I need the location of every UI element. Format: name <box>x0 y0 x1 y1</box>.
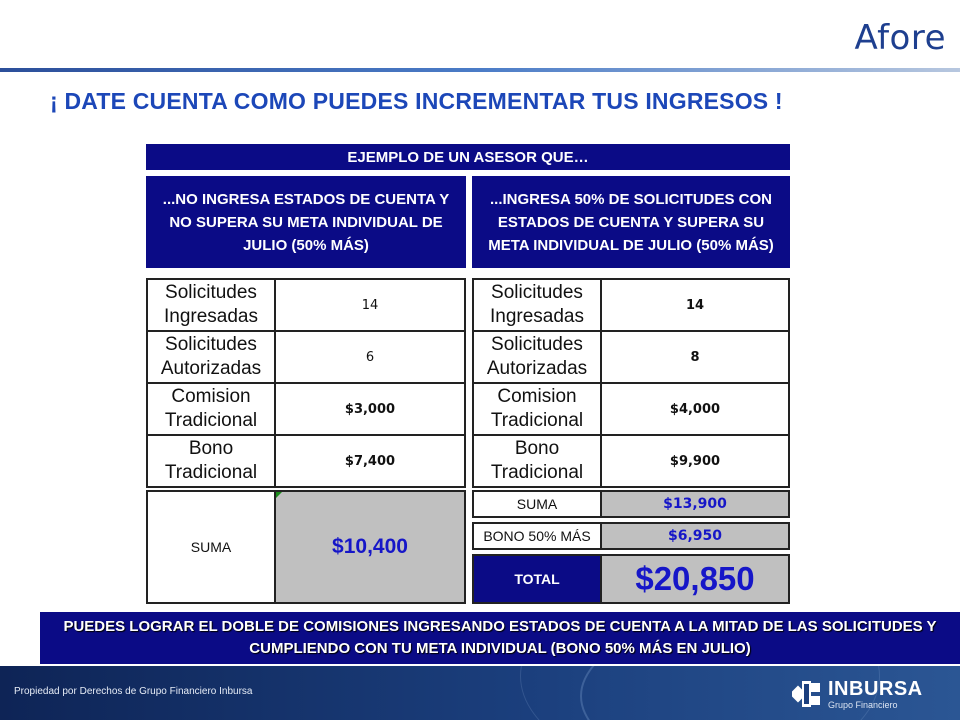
total-label: TOTAL <box>474 556 602 602</box>
label-line: Tradicional <box>164 462 258 483</box>
suma-amount <box>276 492 464 602</box>
row-value: 14 <box>601 279 789 331</box>
inbursa-logo-icon <box>792 679 822 709</box>
bottom-message-banner: PUEDES LOGRAR EL DOBLE DE COMISIONES INGRESANDO ESTADOS DE CUENTA A LA MITAD DE LAS SOLICITUDES Y CUMPLIENDO CON TU META INDIVIDUAL (BONO 50% MÁS EN JULIO) <box>40 612 960 664</box>
logo-subtitle: Grupo Financiero <box>828 699 898 710</box>
row-value: $9,900 <box>601 435 789 487</box>
table-row <box>147 435 465 487</box>
table-row <box>473 331 789 383</box>
footer-copyright: Propiedad por Derechos de Grupo Financiero Inbursa <box>14 686 253 697</box>
label-line: Tradicional <box>490 410 584 431</box>
row-value: $3,000 <box>275 383 465 435</box>
table-row <box>473 435 789 487</box>
label-line: Solicitudes <box>165 282 257 303</box>
suma-label: SUMA <box>148 492 276 602</box>
label-line: Tradicional <box>490 462 584 483</box>
label-line: Ingresadas <box>163 306 258 327</box>
label-line: Comision <box>171 386 251 407</box>
table-row <box>473 279 789 331</box>
total-amount: $20,850 <box>602 556 788 602</box>
table-row <box>147 279 465 331</box>
table-row <box>473 383 789 435</box>
table-row <box>147 383 465 435</box>
label-line: Autorizadas <box>486 358 588 379</box>
left-scenario-heading: ...NO INGRESA ESTADOS DE CUENTA Y NO SUPERA SU META INDIVIDUAL DE JULIO (50% MÁS) <box>146 176 466 268</box>
label-line: Bono <box>188 438 234 459</box>
left-suma-box <box>146 490 466 604</box>
suma-amount-text: $10,400 <box>332 535 408 558</box>
right-scenario-table <box>472 278 790 488</box>
row-value: 14 <box>275 279 465 331</box>
right-scenario-heading: ...INGRESA 50% DE SOLICITUDES CON ESTADOS DE CUENTA Y SUPERA SU META INDIVIDUAL DE JULIO (50% MÁS) <box>472 176 790 268</box>
row-label <box>147 279 275 331</box>
label-line: Bono <box>514 438 560 459</box>
label-line: Comision <box>497 386 577 407</box>
brand-title: Afore <box>854 18 946 58</box>
row-value: $4,000 <box>601 383 789 435</box>
row-value: $7,400 <box>275 435 465 487</box>
row-value: 6 <box>275 331 465 383</box>
header-divider <box>0 68 960 72</box>
label-line: Ingresadas <box>489 306 584 327</box>
suma-label: SUMA <box>474 492 602 516</box>
right-bono-row <box>472 522 790 550</box>
left-scenario-table <box>146 278 466 488</box>
row-value: 8 <box>601 331 789 383</box>
table-row <box>147 331 465 383</box>
row-label <box>147 383 275 435</box>
label-line: Autorizadas <box>160 358 262 379</box>
row-label <box>147 435 275 487</box>
row-label <box>473 435 601 487</box>
logo-words <box>828 679 923 710</box>
row-label <box>473 383 601 435</box>
page-headline: ¡ DATE CUENTA COMO PUEDES INCREMENTAR TUS INGRESOS ! <box>50 88 783 114</box>
label-line: Solicitudes <box>165 334 257 355</box>
label-line: Solicitudes <box>491 334 583 355</box>
bono-label: BONO 50% MÁS <box>474 524 602 548</box>
right-total-row <box>472 554 790 604</box>
label-line: Solicitudes <box>491 282 583 303</box>
logo-name: INBURSA <box>828 677 923 700</box>
right-suma-row <box>472 490 790 518</box>
row-label <box>473 279 601 331</box>
row-label <box>147 331 275 383</box>
label-line: Tradicional <box>164 410 258 431</box>
suma-amount: $13,900 <box>602 492 788 516</box>
row-label <box>473 331 601 383</box>
bono-amount: $6,950 <box>602 524 788 548</box>
footer-bar <box>0 666 960 720</box>
example-banner: EJEMPLO DE UN ASESOR QUE… <box>146 144 790 170</box>
inbursa-logo <box>792 677 940 711</box>
cell-comment-marker-icon <box>276 492 282 498</box>
